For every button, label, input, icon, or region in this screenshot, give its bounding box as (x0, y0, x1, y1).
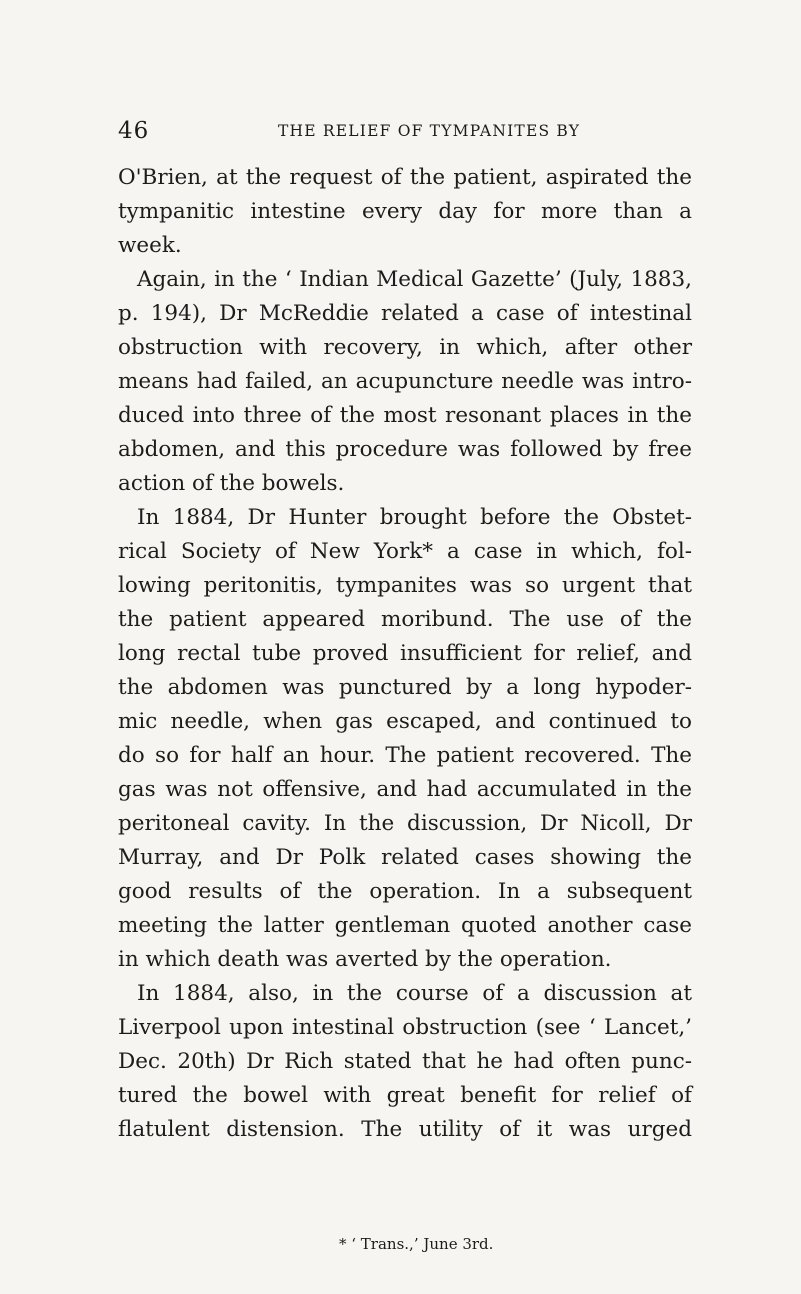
footnote: * ‘ Trans.,’ June 3rd. (339, 1235, 494, 1253)
text-line: abdomen, and this procedure was followed by free (118, 437, 692, 462)
text-line: tympanitic intestine every day for more than a (118, 199, 692, 224)
text-line: p. 194), Dr McReddie related a case of intestinal (118, 301, 692, 326)
text-line: means had failed, an acupuncture needle was intro- (118, 369, 692, 394)
text-line: lowing peritonitis, tympanites was so urgent that (118, 573, 692, 598)
text-line: meeting the latter gentleman quoted another case (118, 913, 692, 938)
page-number: 46 (118, 118, 150, 144)
text-line: O'Brien, at the request of the patient, aspirated the (118, 165, 692, 190)
text-line: good results of the operation. In a subsequent (118, 879, 692, 904)
text-line: do so for half an hour. The patient recovered. The (118, 743, 692, 768)
running-head (118, 118, 718, 148)
text-line: action of the bowels. (118, 471, 345, 496)
text-line: the abdomen was punctured by a long hypoder- (118, 675, 692, 700)
text-line: rical Society of New York* a case in which, fol- (118, 539, 692, 564)
text-line: tured the bowel with great benefit for relief of (118, 1083, 692, 1108)
text-line: long rectal tube proved insufficient for relief, and (118, 641, 692, 666)
text-line: Murray, and Dr Polk related cases showing the (118, 845, 692, 870)
text-line: Again, in the ‘ Indian Medical Gazette’ (July, 1883, (137, 267, 692, 292)
text-line: Liverpool upon intestinal obstruction (see ‘ Lancet,’ (118, 1015, 692, 1040)
text-line: flatulent distension. The utility of it was urged (118, 1117, 692, 1142)
text-line: week. (118, 233, 182, 258)
text-line: the patient appeared moribund. The use of the (118, 607, 692, 632)
text-line: mic needle, when gas escaped, and continued to (118, 709, 692, 734)
text-line: gas was not offensive, and had accumulated in the (118, 777, 692, 802)
text-line: In 1884, Dr Hunter brought before the Obstet- (137, 505, 692, 530)
text-line: duced into three of the most resonant places in the (118, 403, 692, 428)
text-line: Dec. 20th) Dr Rich stated that he had often punc- (118, 1049, 692, 1074)
running-title: THE RELIEF OF TYMPANITES BY (278, 122, 581, 140)
text-line: in which death was averted by the operation. (118, 947, 612, 972)
body-text (118, 161, 692, 1147)
text-line: obstruction with recovery, in which, after other (118, 335, 692, 360)
text-line: peritoneal cavity. In the discussion, Dr Nicoll, Dr (118, 811, 692, 836)
text-line: In 1884, also, in the course of a discussion at (137, 981, 692, 1006)
